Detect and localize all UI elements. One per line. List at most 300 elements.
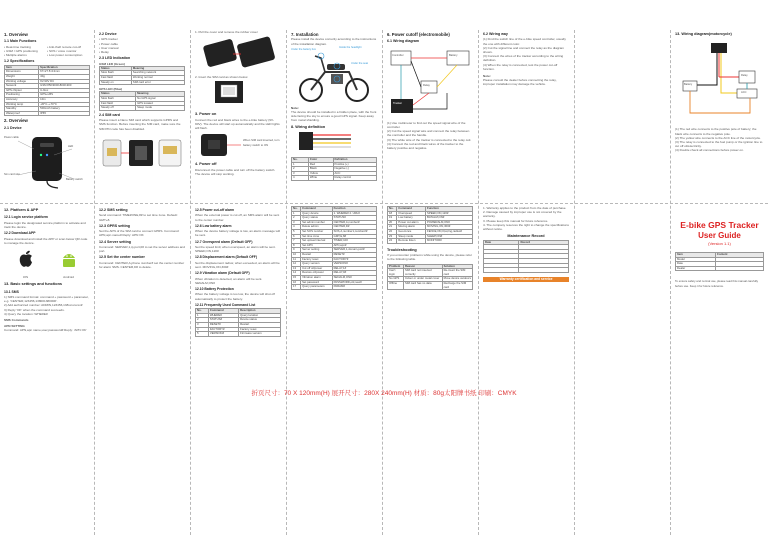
setting-text: Command: CENTER,A,phone number# set the center number for alarm SMS. CENTER,D# to delete. xyxy=(99,260,185,270)
table-header: Item xyxy=(676,253,716,258)
table-cell: Query version xyxy=(301,262,333,267)
fold-line xyxy=(190,30,191,535)
apn-text: Command: APN,apn name,user,password# Reply: 'APN OK' xyxy=(4,328,87,333)
table-cell: 9 xyxy=(292,248,301,253)
table-cell: GPS chipset xyxy=(5,88,39,93)
table-header: Date xyxy=(484,240,519,245)
table-cell: RELAY,1# xyxy=(332,266,376,271)
panel-cover xyxy=(675,206,764,534)
table-cell: 500mAh battery xyxy=(39,107,90,112)
alarm-text: When the battery voltage is too low, the device will shut off automatically to protect the battery. xyxy=(195,292,275,301)
section-title: 12. Platform & APP xyxy=(4,208,39,212)
function-item: • Low power consumption xyxy=(47,53,83,58)
note-line: (1) Use multimeter to find out the speed signal wire of the controller. xyxy=(387,120,466,130)
panel-overview xyxy=(4,30,90,201)
table-cell: Positioning xyxy=(5,93,39,98)
table-cell: Set time zone xyxy=(301,234,333,239)
table-cell: CENTER,A,number# xyxy=(332,220,376,225)
table-header: Record xyxy=(519,240,569,245)
wiring-line: (3) The relay is connected to the fuel pump or the ignition line to cut off oil/electricity. xyxy=(675,140,763,149)
table-cell: GPS+LBS xyxy=(39,93,90,98)
table-cell: GPS located xyxy=(136,101,185,106)
ios-download[interactable] xyxy=(15,248,37,279)
subsection-title: 12.3 GPRS setting xyxy=(99,223,130,228)
list-item: • User manual xyxy=(99,45,119,50)
table-cell: 17 xyxy=(292,285,301,290)
table-cell: Slow flash xyxy=(100,97,136,102)
callout-text: Inside the headlight xyxy=(339,45,362,49)
device-label: Battery switch xyxy=(66,178,83,182)
subsection-title: 12.5 Power cut-off alarm xyxy=(195,208,235,212)
table-cell: Factory reset xyxy=(239,327,281,332)
table-cell: U-blox xyxy=(39,88,90,93)
box-label: Controller xyxy=(392,53,404,57)
section-title: 4. Power off xyxy=(195,162,217,167)
table-cell: 15 xyxy=(292,275,301,280)
cover-version: (Version 1.1) xyxy=(708,241,731,246)
power-on-text: Connect the red and black wires to the e-bike battery (9V-90V). The device will start up automatically and the LED lights will flash. xyxy=(195,117,280,131)
function-item: • GSM / GPS positioning xyxy=(4,49,38,54)
table-cell: MOVING,ON,300# xyxy=(426,225,473,230)
cover-subtitle: User Guide xyxy=(698,231,741,240)
table-cell: 20 xyxy=(388,220,397,225)
wiring-line: (2) Cut the signal line and connect the relay as the diagram shows. xyxy=(483,45,564,55)
table-header: Command xyxy=(397,207,426,212)
table-cell: Red xyxy=(308,162,333,167)
table-cell: Black xyxy=(308,167,333,172)
insert-sim-illustration xyxy=(195,79,281,105)
step-text: 2. Insert the SIM card as shown below xyxy=(195,75,248,80)
table-cell: FENCE,ON,0,lat,lng,radius# xyxy=(426,229,473,234)
table-cell: 24 xyxy=(388,239,397,244)
wire-table xyxy=(291,157,377,181)
cover-title-block xyxy=(675,220,764,246)
table-header: Solution xyxy=(442,264,472,269)
table-header: Meaning xyxy=(131,66,184,71)
maintenance-title: Maintenance Record xyxy=(507,234,545,239)
android-icon xyxy=(58,248,80,270)
table-cell: Set password xyxy=(301,280,333,285)
callout-text: Under the battery box xyxy=(291,47,316,51)
table-cell: MONITOR# xyxy=(426,239,473,244)
gsm-led-table xyxy=(99,66,185,85)
fold-line xyxy=(574,30,575,535)
table-cell: 19 xyxy=(388,216,397,221)
table-cell: Move device outdoors xyxy=(443,276,471,281)
table-cell: Can't login xyxy=(388,269,404,277)
table-cell xyxy=(715,266,763,271)
table-header: Problem xyxy=(388,264,404,269)
table-cell: Waterproof xyxy=(5,111,39,116)
cover-title: E-bike GPS Tracker xyxy=(680,220,759,230)
sim-text: Please insert a Nano SIM card which supports GPRS and SMS function. Before inserting the SIM card, make sure the SIM PIN code has been disabled. xyxy=(99,118,181,131)
table-cell: 11 xyxy=(292,257,301,262)
wiring-line: (1) Find the switch line of the e-bike speed controller, usually the one with different color. xyxy=(483,37,566,46)
list-item: • Power cable xyxy=(99,41,118,46)
table-cell: 6 xyxy=(292,234,301,239)
table-cell: Negative (-) xyxy=(333,167,376,172)
subsection-title: 12.2 SMS setting xyxy=(99,208,128,212)
table-cell: SERVER,1,domain,port# xyxy=(332,248,376,253)
table-header: Meaning xyxy=(136,92,185,97)
table-cell: 1 xyxy=(292,162,309,167)
cover-footer-note: To ensure safety and normal use, please read this manual carefully before use. Keep it for future reference. xyxy=(675,279,759,288)
table-cell: Power cut alarm xyxy=(397,220,426,225)
warranty-banner: Warranty certification and service xyxy=(483,277,569,283)
table-cell: Steady off xyxy=(100,106,136,111)
table-cell: Date xyxy=(676,262,716,267)
warranty-line: 1. Warranty applies to the product from the date of purchase. xyxy=(483,206,567,210)
table-cell: 2 xyxy=(196,318,209,323)
table-cell: 3 xyxy=(292,220,301,225)
table-cell: 4 xyxy=(292,176,309,181)
panel-installation xyxy=(291,30,377,201)
table-cell: IP65 xyxy=(39,111,90,116)
table-cell: WHERE# xyxy=(208,313,238,318)
sms-line: 4) Query the location: WHERE# xyxy=(4,311,48,316)
table-cell: 13 xyxy=(292,266,301,271)
table-cell: Slow flash xyxy=(100,71,132,76)
box-label: Battery xyxy=(684,83,693,87)
apple-icon xyxy=(15,248,37,270)
section-title: 6. Power cutoff (electromobile) xyxy=(387,32,450,37)
spec-table xyxy=(4,65,90,117)
troubleshoot-table xyxy=(387,264,473,291)
fold-line xyxy=(670,30,671,535)
panel-led xyxy=(99,30,185,201)
table-cell: Weight xyxy=(5,75,39,80)
table-cell: 21 xyxy=(388,225,397,230)
table-cell: STATUS# xyxy=(332,216,376,221)
fold-line-horizontal xyxy=(0,203,768,204)
table-header: Command xyxy=(301,207,333,212)
table-cell: 5 xyxy=(196,332,209,337)
panel-settings xyxy=(99,206,185,534)
maintenance-table xyxy=(483,240,569,273)
table-cell: Standby xyxy=(5,107,39,112)
table-cell: Working temp xyxy=(5,102,39,107)
fold-line xyxy=(382,30,383,535)
sms-line: 2) Add authorized number: ADMIN,123456,138xxxxxxxx# xyxy=(4,303,83,308)
table-cell: Recharge the SIM card xyxy=(442,281,472,289)
device-label: Power cable xyxy=(4,136,19,140)
table-cell: 14 xyxy=(292,271,301,276)
callout-text: Under the seat xyxy=(351,61,369,65)
note-text: The device should be installed in a hidden place, with the front side facing the sky to ensure a good GPS signal. Keep away from metal shielding. xyxy=(291,110,377,123)
panel-commands-troubleshoot xyxy=(387,206,473,534)
subsection-title: 13.1 SMS xyxy=(4,289,19,294)
table-cell: Network xyxy=(5,84,39,89)
note-title: Note: xyxy=(483,74,491,79)
panel-command-list xyxy=(291,206,377,534)
table-cell: Searching network xyxy=(131,71,184,76)
print-spec-line: 折页尺寸：70 X 120mm(H) 展开尺寸：280X 240mm(H) 材质：80g太阳牌书纸 印刷：CMYK xyxy=(251,390,517,397)
command-list-table xyxy=(291,206,377,290)
alarm-text: When the device battery voltage is low, an alarm message will be sent. xyxy=(195,229,280,238)
subsection-title: 12.7 Overspeed alarm (Default OFF) xyxy=(195,239,253,244)
alarm-text: Set the speed limit; when overspeed, an alarm will be sent. SPEED,ON,120# xyxy=(195,245,276,254)
app-text: Please download and install the APP or scan below QR code to manage the device. xyxy=(4,236,88,245)
android-download[interactable] xyxy=(58,248,80,279)
alarm-text: When the external power is cut off, an SMS alarm will be sent to the center number. xyxy=(195,213,280,222)
table-cell: GSM 850/900/1800/1900 xyxy=(39,84,90,89)
table-cell: Set upload interval xyxy=(301,239,333,244)
subsection-title: 12.4 Server setting xyxy=(99,239,131,244)
table-cell: SOS,A,number1,number2# xyxy=(332,229,376,234)
table-cell: Firmware version xyxy=(239,332,281,337)
table-cell: Query device xyxy=(301,211,333,216)
table-cell: RELAY,0# xyxy=(332,271,376,276)
table-cell: Restore oil/power xyxy=(301,271,333,276)
table-cell: 8 xyxy=(292,243,301,248)
table-header: Description xyxy=(239,309,281,314)
table-cell: Set SOS number xyxy=(301,229,333,234)
table-cell: ACC xyxy=(333,171,376,176)
table-cell: Remote listen xyxy=(397,239,426,244)
table-cell: -20°C~+70°C xyxy=(39,102,90,107)
open-cover-illustration xyxy=(195,34,281,70)
table-cell: FACTORY# xyxy=(208,327,238,332)
table-cell: 4 xyxy=(196,327,209,332)
table-cell: FACTORY# xyxy=(332,257,376,262)
subsection-title: 2.4 SIM card xyxy=(99,112,120,117)
table-cell: SPEED,ON,120# xyxy=(426,211,473,216)
android-label: Android xyxy=(63,275,74,280)
table-cell: TIMER,10# xyxy=(332,239,376,244)
table-cell: SENALM,ON# xyxy=(332,275,376,280)
panel-wiring-way xyxy=(483,30,569,201)
setting-text: Command: SERVER,1,ip,port,0# to set the server address and port. xyxy=(99,245,185,254)
subsection-title: 12.11 Frequently Used Command List xyxy=(195,302,256,307)
table-cell: Dimensions xyxy=(5,70,39,75)
table-cell: APN,apn# xyxy=(332,243,376,248)
table-header: Status xyxy=(100,92,136,97)
table-header: No. xyxy=(292,207,301,212)
alarm-text: When vibration is detected, an alarm will be sent. SENALM,ON# xyxy=(195,276,263,285)
setting-text: Set the APN of the SIM card to connect GPRS. Command: APN,apn name# Reply: APN OK xyxy=(99,229,180,238)
panel-motorcycle-wiring xyxy=(675,30,764,201)
table-cell: 10 xyxy=(292,252,301,257)
table-cell: VERSION# xyxy=(208,332,238,337)
cutoff-wiring-diagram xyxy=(387,45,473,121)
table-cell: Delete admin xyxy=(301,225,333,230)
table-header: Content xyxy=(715,253,763,258)
table-header: Reason xyxy=(403,264,442,269)
panel-warranty xyxy=(483,206,569,534)
cover-info-table xyxy=(675,252,764,271)
callout-text: When SIM card inserted, turn battery switch to ON xyxy=(243,138,280,147)
table-cell: Relay control xyxy=(333,176,376,181)
subsection-title: 12.9 Vibration alarm (Default OFF) xyxy=(195,271,250,276)
subsection-title: 1.1 Main Functions xyxy=(4,39,37,44)
fold-line xyxy=(478,30,479,535)
section-title: 3. Power on xyxy=(195,112,217,117)
table-caption: GSM LED (Green) xyxy=(99,61,125,66)
table-cell: SIM card not inserted correctly xyxy=(403,269,442,277)
table-cell: Vibration alarm xyxy=(301,275,333,280)
section-title: 1. Overview xyxy=(4,32,28,37)
box-label: Tracker xyxy=(393,101,403,105)
device-label: Sim card slot xyxy=(4,173,20,177)
subsection-title: 12.2 Download APP xyxy=(4,231,36,236)
subsection-title: 6.1 Wiring diagram xyxy=(387,39,420,44)
table-cell: Set admin number xyxy=(301,220,333,225)
subsection-title: 2.3 LED Indication xyxy=(99,56,131,61)
table-cell: Query status xyxy=(301,216,333,221)
table-cell: SIM card has no data xyxy=(403,281,442,289)
table-cell: Sleep mode xyxy=(397,234,426,239)
panel-power-cutoff xyxy=(387,30,473,201)
table-cell: 7 xyxy=(292,239,301,244)
table-cell: Query location xyxy=(239,313,281,318)
section-title: 8. Wiring definition xyxy=(291,124,326,129)
table-header: No. xyxy=(388,207,397,212)
table-cell: Accuracy xyxy=(5,97,39,102)
table-cell: 23 xyxy=(388,234,397,239)
section-title: Troubleshooting xyxy=(387,247,417,252)
table-cell: Yellow xyxy=(308,171,333,176)
table-header: Function xyxy=(426,207,473,212)
table-cell: Restart xyxy=(301,252,333,257)
table-header: Specification xyxy=(39,65,90,70)
table-cell: Cut off oil/power xyxy=(301,266,333,271)
panel-alarms xyxy=(195,206,281,534)
table-cell: Offline xyxy=(388,281,404,289)
table-cell: White xyxy=(308,176,333,181)
table-cell: RESET# xyxy=(208,323,238,328)
ios-label: iOS xyxy=(22,275,29,280)
note-title: Note: xyxy=(291,105,299,110)
table-cell: 67×27.5×13mm xyxy=(39,70,90,75)
table-cell: Geo-fence xyxy=(397,229,426,234)
wiring-line: Please consult the dealer before connecting the relay, improper installation may damage the vehicle. xyxy=(483,78,557,87)
installation-text: Please install the device correctly according to the instructions of the installation diagram. xyxy=(291,37,377,46)
table-header: Color xyxy=(308,158,333,163)
table-cell: 40g xyxy=(39,75,90,80)
table-cell: 3 xyxy=(196,323,209,328)
wiring-line: (4) Double check all connections before power on. xyxy=(675,148,744,153)
setting-text: Send command: TIMEZONE,8# to set time zone. Default: GMT+8. xyxy=(99,213,178,222)
table-cell: Factory reset xyxy=(301,257,333,262)
list-item: • GPS tracker xyxy=(99,37,118,42)
function-item: • SOS / voice monitor xyxy=(47,49,77,54)
item-list xyxy=(99,37,185,54)
table-cell: Server setting xyxy=(301,248,333,253)
box-label: Relay xyxy=(423,83,430,87)
gps-led-table xyxy=(99,91,185,110)
section-title: 13. Basic settings and functions xyxy=(4,282,63,287)
box-label: ACC xyxy=(741,91,747,95)
table-cell: 22 xyxy=(388,229,397,234)
table-cell: Set APN xyxy=(301,243,333,248)
table-cell: SIM card error xyxy=(131,80,184,85)
table-header: Function xyxy=(332,207,376,212)
power-off-text: Disconnect the power cable and turn off the battery switch. The device will stop working. xyxy=(195,167,276,177)
table-cell: Restart xyxy=(239,323,281,328)
subsection-title: 12.10 Battery Protection xyxy=(195,287,234,292)
wiring-line: (2) The yellow wire connects to the ACC line of the motorcycle. xyxy=(675,135,761,140)
table-cell: 3 xyxy=(292,171,309,176)
subsection-title: 12.5 Set the center number xyxy=(99,255,145,260)
login-text: Please login the designated service platform to activate and track the device. xyxy=(4,220,86,230)
wire-harness-illustration xyxy=(291,130,377,152)
box-label: Battery xyxy=(449,53,458,57)
table-cell: BATALM,ON# xyxy=(426,216,473,221)
subsection-title: 12.6 Low battery alarm xyxy=(195,223,232,228)
warranty-line: 2. Damage caused by improper use is not covered by the warranty. xyxy=(483,210,562,219)
table-cell: Low battery xyxy=(397,216,426,221)
section-title: 7. Installation xyxy=(291,32,319,37)
table-caption: GPS LED (Blue) xyxy=(99,87,123,92)
sim-card-illustration xyxy=(99,134,185,172)
table-header: No. xyxy=(196,309,209,314)
trouble-intro: If you encounter problems while using the device, please refer to the following table. xyxy=(387,253,472,262)
table-cell: RESET# xyxy=(332,252,376,257)
table-cell: 1 xyxy=(292,211,301,216)
alarm-text: Set the displacement radius; when exceeded, an alarm will be sent. MOVING,ON,300# xyxy=(195,260,280,270)
device-diagram xyxy=(4,131,90,189)
apn-title: APN SETTING xyxy=(4,324,25,329)
sms-title: SMS Commands xyxy=(4,318,29,323)
subsection-title: 1.2 Specifications xyxy=(4,59,35,64)
table-cell: 9V-90V DC xyxy=(39,79,90,84)
table-cell: POWERALM,ON# xyxy=(426,220,473,225)
table-header: No. xyxy=(292,158,309,163)
table-cell: 12 xyxy=(292,262,301,267)
section-title: 2. Overview xyxy=(4,118,28,124)
table-cell: Working normal xyxy=(131,76,184,81)
table-cell: Re-insert the SIM card xyxy=(442,269,472,277)
table-cell: 1. WHERE# 2. URL# xyxy=(332,211,376,216)
table-cell: 16 xyxy=(292,280,301,285)
table-cell: Fast flash xyxy=(100,101,136,106)
table-cell: 2 xyxy=(292,216,301,221)
app-download-row xyxy=(4,248,90,279)
table-cell: CENTER,D# xyxy=(332,225,376,230)
table-cell: STATUS# xyxy=(208,318,238,323)
table-cell: No GPS signal xyxy=(136,97,185,102)
step-text: 1. Pull the cover and remove the rubber cover xyxy=(195,30,258,34)
fold-line xyxy=(286,30,287,535)
table-cell: VERSION# xyxy=(332,262,376,267)
table-cell: Model xyxy=(676,257,716,262)
function-item: • Anti-theft remote cut-off xyxy=(47,44,82,49)
list-item: • Relay xyxy=(99,50,109,55)
section-title: 13. Wiring diagram(motorcycle) xyxy=(675,32,732,36)
table-cell: Dealer xyxy=(676,266,716,271)
table-header: Command xyxy=(208,309,238,314)
table-cell: 5 xyxy=(292,229,301,234)
note-line: (4) Connect the red and black wires of the tracker to the battery positive and negative. xyxy=(387,141,464,151)
table-cell: 2 xyxy=(292,167,309,172)
wiring-line: (4) When the relay is connected, test the power cut-off function. xyxy=(483,62,558,71)
function-item: • Multiple alarms xyxy=(4,53,27,58)
table-header: Status xyxy=(100,66,132,71)
table-cell: Moving alarm xyxy=(397,225,426,230)
table-cell: Positive (+) xyxy=(333,162,376,167)
e-bike-illustration xyxy=(291,46,377,106)
table-cell: 1 xyxy=(196,313,209,318)
table-cell: 18 xyxy=(388,211,397,216)
motorcycle-diagram xyxy=(675,37,764,127)
table-cell: 10m xyxy=(39,97,90,102)
installation-diagram xyxy=(291,46,377,106)
table-header: Item xyxy=(5,65,39,70)
table-cell: Indoor or under metal cover xyxy=(403,277,442,282)
fold-line xyxy=(94,30,95,535)
table-cell: SLEEP,ON# xyxy=(426,234,473,239)
sms-line: 3) Reply 'OK' when the command succeeds. xyxy=(4,307,65,312)
